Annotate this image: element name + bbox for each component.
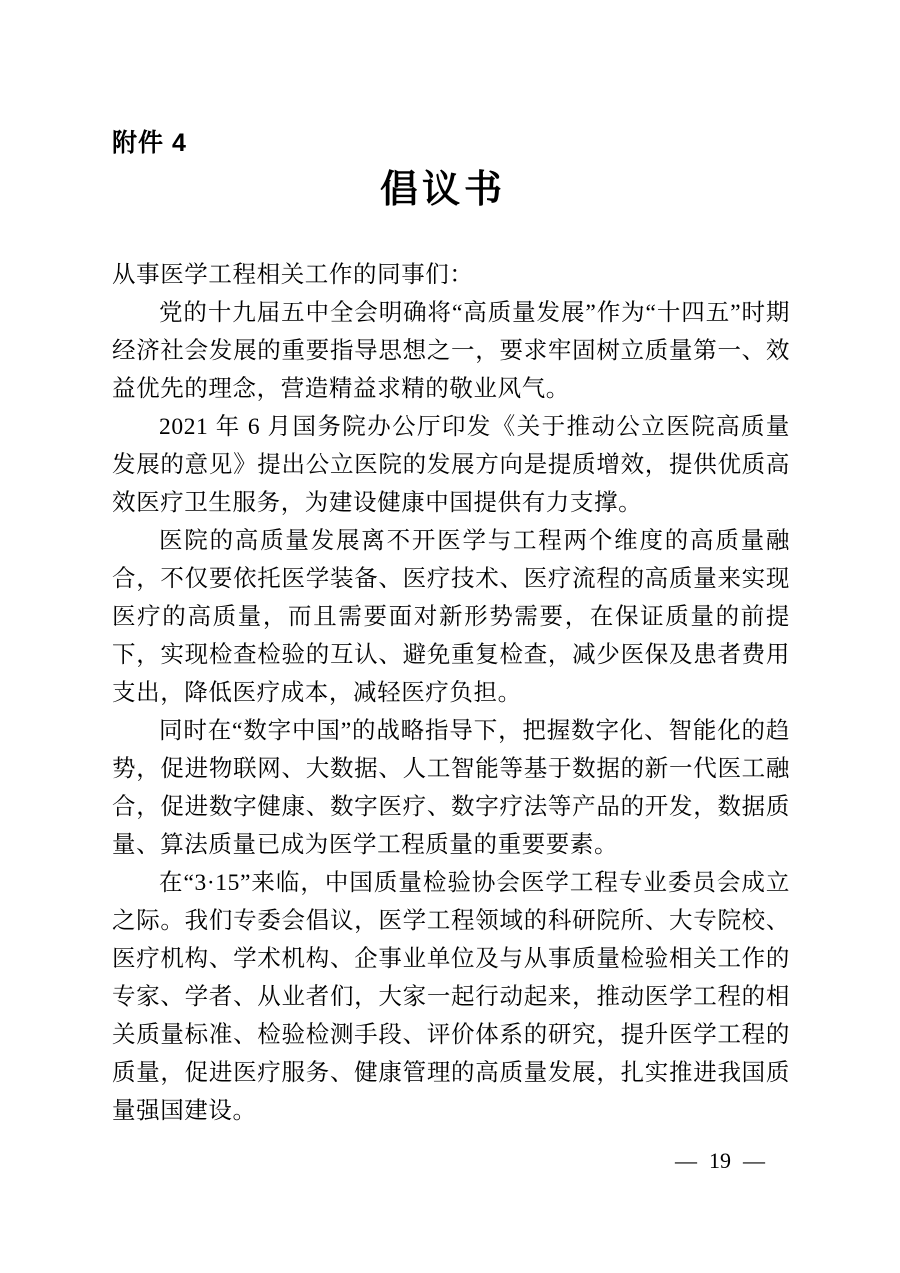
paragraph-3: 医院的高质量发展离不开医学与工程两个维度的高质量融合，不仅要依托医学装备、医疗技术、医疗流程的高质量来实现医疗的高质量，而且需要面对新形势需要，在保证质量的前提下，实现检查检验的互认、避免重复检查，减少医保及患者费用支出，降低医疗成本，减轻医疗负担。 xyxy=(112,528,790,706)
document-title: 倡议书 xyxy=(379,169,506,211)
paragraph-5: 在“3·15”来临，中国质量检验协会医学工程专业委员会成立之际。我们专委会倡议，医学工程领域的科研院所、大专院校、医疗机构、学术机构、企事业单位及与从事质量检验相关工作的专家、学者、从业者们，大家一起行动起来，推动医学工程的相关质量标准、检验检测手段、评价体系的研究，提升医学工程的质量，促进医疗服务、健康管理的高质量发展，扎实推进我国质量强国建设。 xyxy=(112,870,790,1124)
document-body xyxy=(112,256,790,1130)
paragraph-4: 同时在“数字中国”的战略指导下，把握数字化、智能化的趋势，促进物联网、大数据、人工智能等基于数据的新一代医工融合，促进数字健康、数字医疗、数字疗法等产品的开发，数据质量、算法质量已成为医学工程质量的重要要素。 xyxy=(112,718,790,858)
attachment-label: 附件 4 xyxy=(112,129,187,157)
page-footer xyxy=(675,1148,765,1174)
footer-dash-left: — xyxy=(675,1148,697,1173)
footer-dash-right: — xyxy=(743,1148,765,1173)
paragraph-1: 党的十九届五中全会明确将“高质量发展”作为“十四五”时期经济社会发展的重要指导思想之一，要求牢固树立质量第一、效益优先的理念，营造精益求精的敬业风气。 xyxy=(112,300,790,402)
page-number: 19 xyxy=(709,1148,731,1173)
salutation: 从事医学工程相关工作的同事们： xyxy=(112,262,474,288)
paragraph-2: 2021 年 6 月国务院办公厅印发《关于推动公立医院高质量发展的意见》提出公立医院的发展方向是提质增效，提供优质高效医疗卫生服务，为建设健康中国提供有力支撑。 xyxy=(112,414,790,516)
